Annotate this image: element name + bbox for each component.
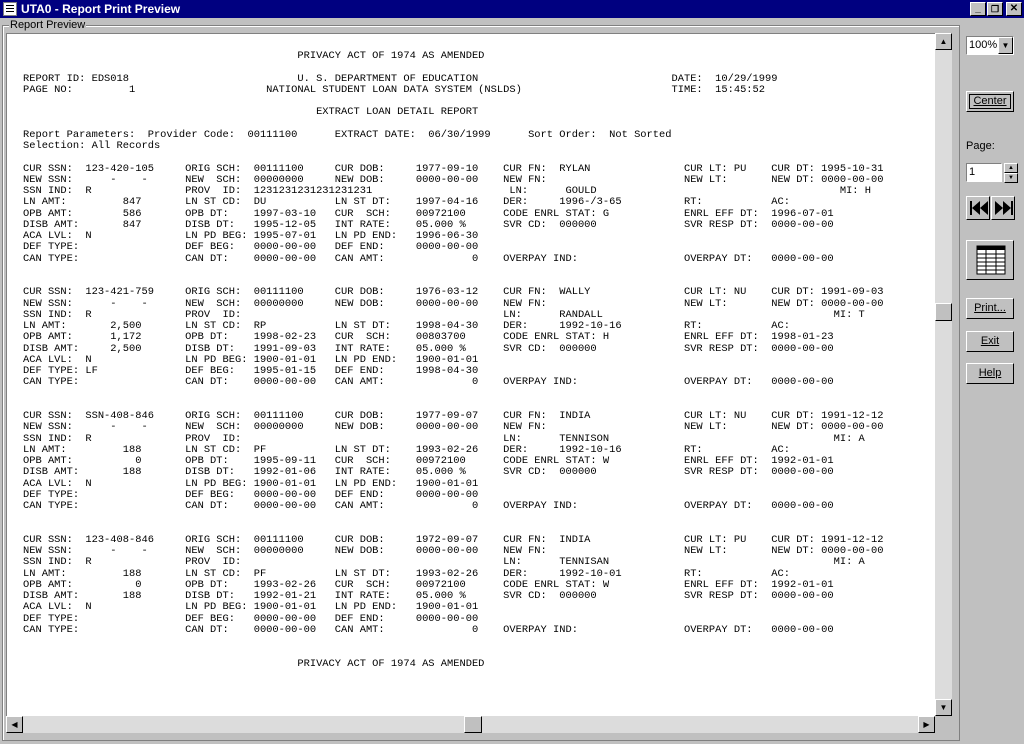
report-line	[23, 62, 884, 73]
last-page-button[interactable]	[991, 196, 1015, 220]
report-line	[23, 647, 884, 658]
report-line: OPB AMT: 0 OPB DT: 1993-02-26 CUR SCH: 00972100 CODE ENRL STAT: W ENRL EFF DT: 1992-01-01	[23, 578, 834, 591]
report-line: LN AMT: 2,500 LN ST CD: RP LN ST DT: 1998-04-30 DER: 1992-10-16 RT: AC:	[23, 320, 790, 332]
chevron-down-icon[interactable]: ▼	[998, 37, 1013, 54]
report-line: ACA LVL: N LN PD BEG: 1995-07-01 LN PD END: 1996-06-30	[23, 230, 479, 242]
report-line	[23, 152, 884, 163]
report-line: PRIVACY ACT OF 1974 AS AMENDED	[23, 50, 485, 62]
report-line: SSN IND: R PROV ID: LN: RANDALL MI: T	[23, 308, 865, 321]
report-line	[23, 636, 884, 647]
restore-button[interactable]: ❐	[987, 2, 1003, 16]
close-button[interactable]: ✕	[1006, 2, 1022, 16]
report-line: Report Parameters: Provider Code: 00111100 EXTRACT DATE: 06/30/1999 Sort Order: Not Sorted	[23, 128, 672, 141]
report-line: CAN TYPE: CAN DT: 0000-00-00 CAN AMT: 0 OVERPAY IND: OVERPAY DT: 0000-00-00	[23, 376, 834, 389]
report-line: PAGE NO: 1 NATIONAL STUDENT LOAN DATA SYSTEM (NSLDS) TIME: 15:45:52	[23, 83, 766, 96]
scrollbar-corner	[935, 716, 952, 733]
report-line: DEF TYPE: DEF BEG: 0000-00-00 DEF END: 0000-00-00	[23, 488, 479, 501]
page-layout-button[interactable]	[966, 240, 1014, 280]
report-line: DISB AMT: 847 DISB DT: 1995-12-05 INT RATE: 05.000 % SVR CD: 000000 SVR RESP DT: 0000-00-00	[23, 218, 834, 231]
report-preview-label: Report Preview	[10, 19, 86, 31]
report-line	[23, 512, 884, 523]
horizontal-scrollbar[interactable]	[6, 716, 935, 733]
vertical-scroll-thumb[interactable]	[935, 303, 952, 321]
report-line: DISB AMT: 188 DISB DT: 1992-01-06 INT RATE: 05.000 % SVR CD: 000000 SVR RESP DT: 0000-00-00	[23, 466, 834, 479]
report-line: CAN TYPE: CAN DT: 0000-00-00 CAN AMT: 0 OVERPAY IND: OVERPAY DT: 0000-00-00	[23, 623, 834, 636]
report-line: DEF TYPE: DEF BEG: 0000-00-00 DEF END: 0000-00-00	[23, 241, 479, 254]
report-line	[23, 389, 884, 400]
page-layout-icon	[976, 245, 1006, 275]
page-number-input[interactable]: 1	[966, 163, 1002, 182]
first-page-button[interactable]	[966, 196, 990, 220]
scroll-left-button[interactable]: ◀	[6, 716, 23, 733]
center-button[interactable]: Center	[966, 91, 1014, 112]
report-line: CUR SSN: SSN-408-846 ORIG SCH: 00111100 CUR DOB: 1977-09-07 CUR FN: INDIA CUR LT: NU CUR DT: 1991-12-12	[23, 410, 884, 422]
report-line: OPB AMT: 0 OPB DT: 1995-09-11 CUR SCH: 00972100 CODE ENRL STAT: W ENRL EFF DT: 1992-01-01	[23, 455, 834, 467]
report-line: REPORT ID: EDS018 U. S. DEPARTMENT OF EDUCATION DATE: 10/29/1999	[23, 72, 778, 85]
report-line: EXTRACT LOAN DETAIL REPORT	[23, 106, 479, 119]
report-line: SSN IND: R PROV ID: LN: TENNISAN MI: A	[23, 556, 865, 569]
report-line: OPB AMT: 1,172 OPB DT: 1998-02-23 CUR SCH: 00803700 CODE ENRL STAT: H ENRL EFF DT: 1998-01-23	[23, 331, 834, 344]
exit-button[interactable]: Exit	[966, 331, 1014, 352]
app-icon[interactable]	[3, 2, 17, 16]
report-line: ACA LVL: N LN PD BEG: 1900-01-01 LN PD END: 1900-01-01	[23, 601, 479, 614]
report-line: DEF TYPE: DEF BEG: 0000-00-00 DEF END: 0000-00-00	[23, 612, 479, 625]
page-label: Page:	[966, 140, 995, 152]
first-page-icon	[969, 200, 989, 216]
report-line: CUR SSN: 123-421-759 ORIG SCH: 00111100 CUR DOB: 1976-03-12 CUR FN: WALLY CUR LT: NU CUR DT: 1991-09-03	[23, 286, 884, 299]
minimize-button[interactable]: _	[970, 2, 986, 16]
report-line: NEW SSN: - - NEW SCH: 00000000 NEW DOB: 0000-00-00 NEW FN: NEW LT: NEW DT: 0000-00-00	[23, 297, 884, 310]
zoom-value: 100%	[969, 39, 998, 51]
report-line: OPB AMT: 586 OPB DT: 1997-03-10 CUR SCH: 00972100 CODE ENRL STAT: G ENRL EFF DT: 1996-07-01	[23, 207, 834, 220]
report-line: PRIVACY ACT OF 1974 AS AMENDED	[23, 657, 485, 670]
report-line: SSN IND: R PROV ID: 1231231231231231231 LN: GOULD MI: H	[23, 185, 872, 197]
report-line: CUR SSN: 123-420-105 ORIG SCH: 00111100 CUR DOB: 1977-09-10 CUR FN: RYLAN CUR LT: PU CUR DT: 1995-10-31	[23, 162, 884, 175]
report-line: ACA LVL: N LN PD BEG: 1900-01-01 LN PD END: 1900-01-01	[23, 353, 479, 366]
report-line: SSN IND: R PROV ID: LN: TENNISON MI: A	[23, 432, 865, 445]
report-preview-area[interactable]	[6, 33, 935, 716]
report-line: LN AMT: 188 LN ST CD: PF LN ST DT: 1993-02-26 DER: 1992-10-01 RT: AC:	[23, 567, 790, 580]
page-down-spinner[interactable]: ▼	[1004, 173, 1018, 183]
help-button[interactable]: Help	[966, 363, 1014, 384]
window-title: UTA0 - Report Print Preview	[21, 2, 181, 16]
print-button[interactable]: Print...	[966, 298, 1014, 319]
report-line	[23, 265, 884, 276]
control-panel	[961, 25, 1024, 744]
zoom-select[interactable]	[966, 36, 1014, 55]
report-line: CUR SSN: 123-408-846 ORIG SCH: 00111100 CUR DOB: 1972-09-07 CUR FN: INDIA CUR LT: PU CUR DT: 1991-12-12	[23, 533, 884, 546]
report-line: ACA LVL: N LN PD BEG: 1900-01-01 LN PD END: 1900-01-01	[23, 477, 479, 490]
report-line: DISB AMT: 188 DISB DT: 1992-01-21 INT RATE: 05.000 % SVR CD: 000000 SVR RESP DT: 0000-00-00	[23, 590, 834, 602]
report-line: Selection: All Records	[23, 140, 161, 152]
vertical-scrollbar[interactable]	[935, 33, 952, 716]
horizontal-scroll-thumb[interactable]	[464, 716, 482, 733]
report-text	[23, 51, 884, 670]
report-line: DEF TYPE: LF DEF BEG: 1995-01-15 DEF END: 1998-04-30	[23, 365, 479, 377]
report-line: NEW SSN: - - NEW SCH: 00000000 NEW DOB: 0000-00-00 NEW FN: NEW LT: NEW DT: 0000-00-00	[23, 545, 884, 557]
scroll-down-button[interactable]: ▼	[935, 699, 952, 716]
page-up-spinner[interactable]: ▲	[1004, 163, 1018, 173]
report-line: CAN TYPE: CAN DT: 0000-00-00 CAN AMT: 0 OVERPAY IND: OVERPAY DT: 0000-00-00	[23, 252, 834, 265]
report-line: DISB AMT: 2,500 DISB DT: 1991-09-03 INT RATE: 05.000 % SVR CD: 000000 SVR RESP DT: 0000-00-00	[23, 342, 834, 355]
scroll-right-button[interactable]: ▶	[918, 716, 935, 733]
scroll-up-button[interactable]: ▲	[935, 33, 952, 50]
report-line: NEW SSN: - - NEW SCH: 00000000 NEW DOB: 0000-00-00 NEW FN: NEW LT: NEW DT: 0000-00-00	[23, 421, 884, 434]
last-page-icon	[994, 200, 1014, 216]
title-bar	[0, 0, 1024, 18]
report-line: CAN TYPE: CAN DT: 0000-00-00 CAN AMT: 0 OVERPAY IND: OVERPAY DT: 0000-00-00	[23, 500, 834, 512]
report-line: NEW SSN: - - NEW SCH: 00000000 NEW DOB: 0000-00-00 NEW FN: NEW LT: NEW DT: 0000-00-00	[23, 173, 884, 186]
report-line: LN AMT: 188 LN ST CD: PF LN ST DT: 1993-02-26 DER: 1992-10-16 RT: AC:	[23, 443, 790, 456]
report-line: LN AMT: 847 LN ST CD: DU LN ST DT: 1997-04-16 DER: 1996-/3-65 RT: AC:	[23, 196, 790, 209]
